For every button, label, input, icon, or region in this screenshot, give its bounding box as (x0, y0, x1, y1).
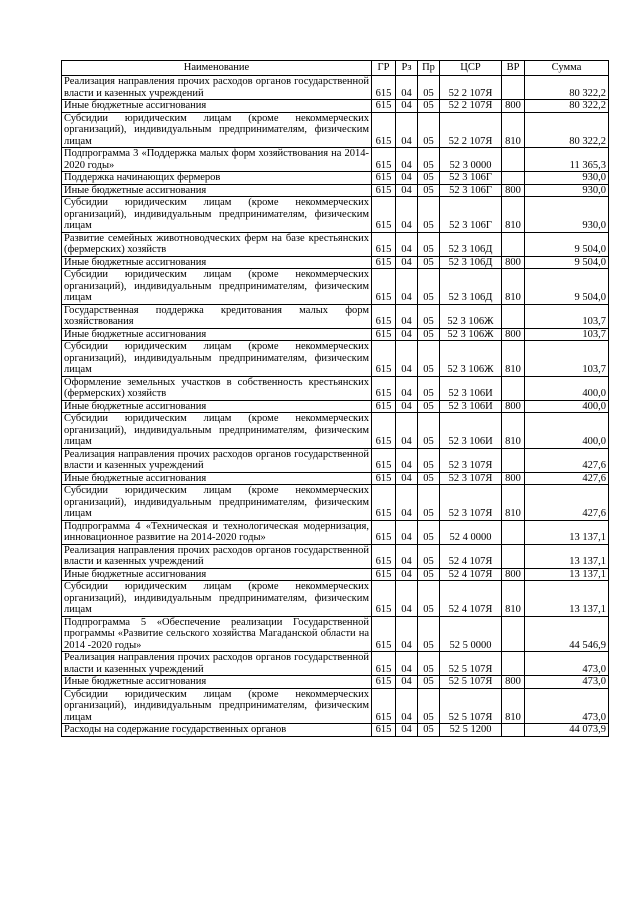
table-row (62, 100, 609, 113)
row-name-cell: Расходы на содержание государственных органов (62, 724, 372, 737)
row-csr-cell: 52 3 106Ж (440, 304, 502, 328)
row-sum-cell: 9 504,0 (525, 232, 609, 256)
row-rz-cell: 04 (396, 76, 418, 100)
table-row (62, 376, 609, 400)
row-gr-cell: 615 (372, 568, 396, 581)
row-pr-cell: 05 (418, 676, 440, 689)
header-gr: ГР (372, 61, 396, 76)
row-sum-cell: 80 322,2 (525, 112, 609, 148)
table-row (62, 568, 609, 581)
row-name-cell: Иные бюджетные ассигнования (62, 676, 372, 689)
row-name-cell: Развитие семейных животноводческих ферм на базе крестьянских (фермерских) хозяйств (62, 232, 372, 256)
row-rz-cell: 04 (396, 544, 418, 568)
row-sum-cell: 930,0 (525, 172, 609, 185)
row-rz-cell: 04 (396, 676, 418, 689)
row-gr-cell: 615 (372, 688, 396, 724)
row-sum-cell: 473,0 (525, 676, 609, 689)
row-pr-cell: 05 (418, 269, 440, 305)
row-csr-cell: 52 5 107Я (440, 688, 502, 724)
row-rz-cell: 04 (396, 581, 418, 617)
row-csr-cell: 52 4 107Я (440, 581, 502, 617)
row-csr-cell: 52 3 107Я (440, 485, 502, 521)
row-gr-cell: 615 (372, 520, 396, 544)
row-vr-cell (502, 232, 525, 256)
row-rz-cell: 04 (396, 472, 418, 485)
row-gr-cell: 615 (372, 485, 396, 521)
row-vr-cell: 810 (502, 269, 525, 305)
row-gr-cell: 615 (372, 172, 396, 185)
row-name-cell: Субсидии юридическим лицам (кроме некоммерческих организаций), индивидуальным предпринимателям, физическим лицам (62, 688, 372, 724)
row-vr-cell (502, 76, 525, 100)
row-gr-cell: 615 (372, 724, 396, 737)
row-gr-cell: 615 (372, 197, 396, 233)
row-gr-cell: 615 (372, 112, 396, 148)
row-csr-cell: 52 3 106Г (440, 184, 502, 197)
row-csr-cell: 52 3 107Я (440, 472, 502, 485)
row-csr-cell: 52 5 107Я (440, 652, 502, 676)
table-row (62, 688, 609, 724)
table-row (62, 112, 609, 148)
table-row (62, 269, 609, 305)
row-name-cell: Иные бюджетные ассигнования (62, 256, 372, 269)
row-pr-cell: 05 (418, 341, 440, 377)
row-vr-cell (502, 376, 525, 400)
row-rz-cell: 04 (396, 520, 418, 544)
row-csr-cell: 52 3 106И (440, 413, 502, 449)
row-name-cell: Подпрограмма 5 «Обеспечение реализации Государственной программы «Развитие сельского хозяйства Магаданской области на 2014 -2020 годы» (62, 616, 372, 652)
row-pr-cell: 05 (418, 328, 440, 341)
row-vr-cell: 810 (502, 485, 525, 521)
row-pr-cell: 05 (418, 448, 440, 472)
row-sum-cell: 473,0 (525, 688, 609, 724)
table-row (62, 413, 609, 449)
row-rz-cell: 04 (396, 232, 418, 256)
row-vr-cell (502, 148, 525, 172)
row-vr-cell (502, 172, 525, 185)
table-row (62, 341, 609, 377)
row-rz-cell: 04 (396, 256, 418, 269)
row-csr-cell: 52 3 106Ж (440, 328, 502, 341)
row-gr-cell: 615 (372, 304, 396, 328)
table-row (62, 76, 609, 100)
header-pr: Пр (418, 61, 440, 76)
row-sum-cell: 400,0 (525, 413, 609, 449)
row-vr-cell: 800 (502, 256, 525, 269)
row-name-cell: Реализация направления прочих расходов органов государственной власти и казенных учреждений (62, 652, 372, 676)
row-name-cell: Реализация направления прочих расходов органов государственной власти и казенных учреждений (62, 544, 372, 568)
row-rz-cell: 04 (396, 100, 418, 113)
row-pr-cell: 05 (418, 76, 440, 100)
row-sum-cell: 103,7 (525, 341, 609, 377)
row-name-cell: Подпрограмма 3 «Поддержка малых форм хозяйствования на 2014-2020 годы» (62, 148, 372, 172)
row-name-cell: Субсидии юридическим лицам (кроме некоммерческих организаций), индивидуальным предпринимателям, физическим лицам (62, 269, 372, 305)
table-row (62, 148, 609, 172)
row-csr-cell: 52 3 106Ж (440, 341, 502, 377)
row-csr-cell: 52 2 107Я (440, 112, 502, 148)
table-row (62, 184, 609, 197)
row-gr-cell: 615 (372, 472, 396, 485)
row-vr-cell: 810 (502, 688, 525, 724)
row-csr-cell: 52 3 106И (440, 376, 502, 400)
row-gr-cell: 615 (372, 256, 396, 269)
row-vr-cell: 810 (502, 581, 525, 617)
row-pr-cell: 05 (418, 400, 440, 413)
row-gr-cell: 615 (372, 232, 396, 256)
row-sum-cell: 13 137,1 (525, 544, 609, 568)
row-pr-cell: 05 (418, 724, 440, 737)
row-rz-cell: 04 (396, 341, 418, 377)
row-gr-cell: 615 (372, 581, 396, 617)
row-csr-cell: 52 2 107Я (440, 76, 502, 100)
row-csr-cell: 52 3 106Д (440, 232, 502, 256)
row-rz-cell: 04 (396, 172, 418, 185)
row-csr-cell: 52 3 106И (440, 400, 502, 413)
row-vr-cell (502, 304, 525, 328)
row-rz-cell: 04 (396, 413, 418, 449)
row-rz-cell: 04 (396, 448, 418, 472)
row-sum-cell: 930,0 (525, 184, 609, 197)
row-name-cell: Иные бюджетные ассигнования (62, 568, 372, 581)
row-vr-cell: 800 (502, 568, 525, 581)
row-vr-cell: 800 (502, 100, 525, 113)
row-gr-cell: 615 (372, 269, 396, 305)
row-pr-cell: 05 (418, 148, 440, 172)
row-name-cell: Подпрограмма 4 «Техническая и технологическая модернизация, инновационное развитие на 2014-2020 годы» (62, 520, 372, 544)
header-rz: Рз (396, 61, 418, 76)
row-gr-cell: 615 (372, 376, 396, 400)
row-pr-cell: 05 (418, 304, 440, 328)
row-pr-cell: 05 (418, 256, 440, 269)
table-row (62, 652, 609, 676)
row-name-cell: Субсидии юридическим лицам (кроме некоммерческих организаций), индивидуальным предпринимателям, физическим лицам (62, 112, 372, 148)
row-pr-cell: 05 (418, 652, 440, 676)
row-csr-cell: 52 4 0000 (440, 520, 502, 544)
row-name-cell: Субсидии юридическим лицам (кроме некоммерческих организаций), индивидуальным предпринимателям, физическим лицам (62, 581, 372, 617)
row-pr-cell: 05 (418, 520, 440, 544)
row-rz-cell: 04 (396, 616, 418, 652)
row-rz-cell: 04 (396, 568, 418, 581)
row-sum-cell: 103,7 (525, 328, 609, 341)
row-vr-cell: 800 (502, 676, 525, 689)
row-name-cell: Реализация направления прочих расходов органов государственной власти и казенных учреждений (62, 448, 372, 472)
row-name-cell: Субсидии юридическим лицам (кроме некоммерческих организаций), индивидуальным предпринимателям, физическим лицам (62, 341, 372, 377)
row-gr-cell: 615 (372, 341, 396, 377)
row-sum-cell: 400,0 (525, 400, 609, 413)
row-gr-cell: 615 (372, 448, 396, 472)
row-csr-cell: 52 4 107Я (440, 544, 502, 568)
row-vr-cell (502, 616, 525, 652)
table-row (62, 448, 609, 472)
row-vr-cell: 810 (502, 112, 525, 148)
row-gr-cell: 615 (372, 328, 396, 341)
row-name-cell: Реализация направления прочих расходов органов государственной власти и казенных учреждений (62, 76, 372, 100)
table-row (62, 172, 609, 185)
table-row (62, 232, 609, 256)
row-vr-cell: 800 (502, 472, 525, 485)
row-vr-cell (502, 652, 525, 676)
row-csr-cell: 52 3 106Д (440, 269, 502, 305)
table-row (62, 544, 609, 568)
row-sum-cell: 9 504,0 (525, 269, 609, 305)
row-pr-cell: 05 (418, 581, 440, 617)
row-csr-cell: 52 3 106Г (440, 197, 502, 233)
row-rz-cell: 04 (396, 112, 418, 148)
row-gr-cell: 615 (372, 100, 396, 113)
row-gr-cell: 615 (372, 76, 396, 100)
row-pr-cell: 05 (418, 172, 440, 185)
row-sum-cell: 11 365,3 (525, 148, 609, 172)
row-name-cell: Иные бюджетные ассигнования (62, 400, 372, 413)
row-sum-cell: 80 322,2 (525, 76, 609, 100)
row-gr-cell: 615 (372, 400, 396, 413)
row-sum-cell: 473,0 (525, 652, 609, 676)
row-vr-cell (502, 544, 525, 568)
row-sum-cell: 427,6 (525, 448, 609, 472)
row-gr-cell: 615 (372, 413, 396, 449)
row-vr-cell: 810 (502, 341, 525, 377)
row-csr-cell: 52 3 0000 (440, 148, 502, 172)
row-gr-cell: 615 (372, 616, 396, 652)
row-rz-cell: 04 (396, 724, 418, 737)
header-csr: ЦСР (440, 61, 502, 76)
row-csr-cell: 52 5 1200 (440, 724, 502, 737)
row-name-cell: Иные бюджетные ассигнования (62, 184, 372, 197)
table-row (62, 400, 609, 413)
row-pr-cell: 05 (418, 112, 440, 148)
row-pr-cell: 05 (418, 568, 440, 581)
row-name-cell: Субсидии юридическим лицам (кроме некоммерческих организаций), индивидуальным предпринимателям, физическим лицам (62, 413, 372, 449)
table-row (62, 616, 609, 652)
row-pr-cell: 05 (418, 100, 440, 113)
row-pr-cell: 05 (418, 688, 440, 724)
row-vr-cell: 810 (502, 413, 525, 449)
row-rz-cell: 04 (396, 184, 418, 197)
row-sum-cell: 930,0 (525, 197, 609, 233)
row-pr-cell: 05 (418, 376, 440, 400)
row-gr-cell: 615 (372, 148, 396, 172)
row-rz-cell: 04 (396, 148, 418, 172)
row-vr-cell: 800 (502, 400, 525, 413)
row-name-cell: Субсидии юридическим лицам (кроме некоммерческих организаций), индивидуальным предпринимателям, физическим лицам (62, 197, 372, 233)
table-row (62, 256, 609, 269)
row-sum-cell: 9 504,0 (525, 256, 609, 269)
row-sum-cell: 427,6 (525, 472, 609, 485)
row-rz-cell: 04 (396, 652, 418, 676)
row-sum-cell: 80 322,2 (525, 100, 609, 113)
table-row (62, 472, 609, 485)
row-name-cell: Поддержка начинающих фермеров (62, 172, 372, 185)
row-vr-cell: 800 (502, 184, 525, 197)
row-sum-cell: 13 137,1 (525, 568, 609, 581)
table-row (62, 304, 609, 328)
row-gr-cell: 615 (372, 184, 396, 197)
row-rz-cell: 04 (396, 304, 418, 328)
row-vr-cell: 810 (502, 197, 525, 233)
row-pr-cell: 05 (418, 485, 440, 521)
row-csr-cell: 52 3 106Д (440, 256, 502, 269)
row-rz-cell: 04 (396, 400, 418, 413)
row-csr-cell: 52 5 0000 (440, 616, 502, 652)
row-name-cell: Иные бюджетные ассигнования (62, 100, 372, 113)
row-vr-cell (502, 448, 525, 472)
table-row (62, 485, 609, 521)
row-vr-cell: 800 (502, 328, 525, 341)
row-sum-cell: 44 546,9 (525, 616, 609, 652)
row-csr-cell: 52 5 107Я (440, 676, 502, 689)
row-gr-cell: 615 (372, 544, 396, 568)
row-name-cell: Оформление земельных участков в собственность крестьянских (фермерских) хозяйств (62, 376, 372, 400)
row-rz-cell: 04 (396, 485, 418, 521)
row-pr-cell: 05 (418, 232, 440, 256)
table-row (62, 581, 609, 617)
row-pr-cell: 05 (418, 197, 440, 233)
row-name-cell: Иные бюджетные ассигнования (62, 328, 372, 341)
header-row (62, 61, 609, 76)
table-row (62, 197, 609, 233)
row-sum-cell: 427,6 (525, 485, 609, 521)
table-row (62, 328, 609, 341)
row-gr-cell: 615 (372, 676, 396, 689)
row-name-cell: Иные бюджетные ассигнования (62, 472, 372, 485)
row-pr-cell: 05 (418, 184, 440, 197)
row-pr-cell: 05 (418, 616, 440, 652)
table-row (62, 724, 609, 737)
row-rz-cell: 04 (396, 376, 418, 400)
row-rz-cell: 04 (396, 269, 418, 305)
row-csr-cell: 52 3 106Г (440, 172, 502, 185)
row-rz-cell: 04 (396, 688, 418, 724)
row-sum-cell: 13 137,1 (525, 581, 609, 617)
row-pr-cell: 05 (418, 472, 440, 485)
row-csr-cell: 52 4 107Я (440, 568, 502, 581)
row-vr-cell (502, 520, 525, 544)
header-vr: ВР (502, 61, 525, 76)
table-row (62, 520, 609, 544)
row-name-cell: Субсидии юридическим лицам (кроме некоммерческих организаций), индивидуальным предпринимателям, физическим лицам (62, 485, 372, 521)
row-pr-cell: 05 (418, 544, 440, 568)
header-name: Наименование (62, 61, 372, 76)
row-vr-cell (502, 724, 525, 737)
row-sum-cell: 400,0 (525, 376, 609, 400)
row-sum-cell: 103,7 (525, 304, 609, 328)
row-csr-cell: 52 2 107Я (440, 100, 502, 113)
row-pr-cell: 05 (418, 413, 440, 449)
row-sum-cell: 13 137,1 (525, 520, 609, 544)
header-sum: Сумма (525, 61, 609, 76)
budget-table (61, 60, 609, 737)
row-rz-cell: 04 (396, 197, 418, 233)
row-name-cell: Государственная поддержка кредитования малых форм хозяйствования (62, 304, 372, 328)
row-gr-cell: 615 (372, 652, 396, 676)
row-csr-cell: 52 3 107Я (440, 448, 502, 472)
row-sum-cell: 44 073,9 (525, 724, 609, 737)
row-rz-cell: 04 (396, 328, 418, 341)
table-row (62, 676, 609, 689)
